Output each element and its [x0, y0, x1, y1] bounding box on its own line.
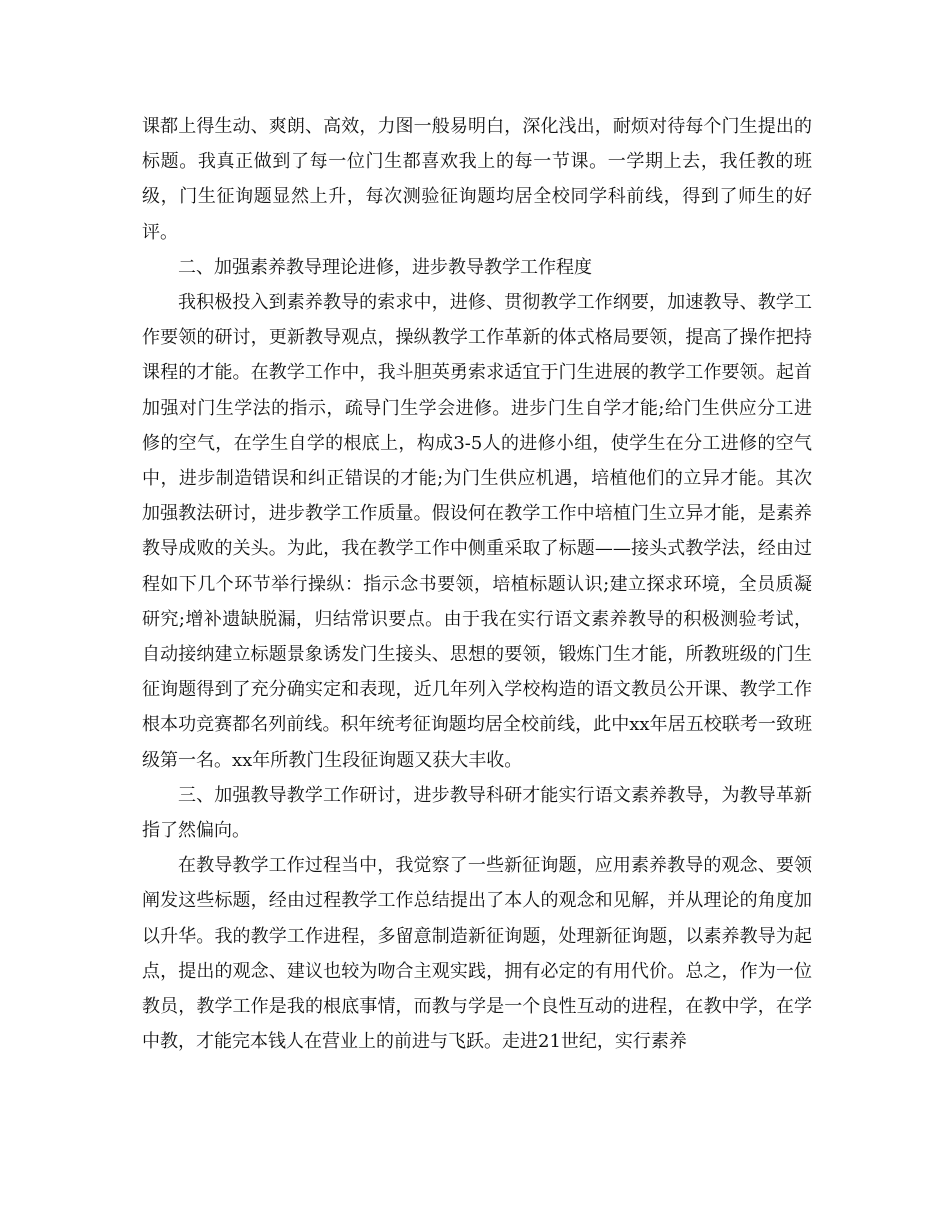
section-heading-2: 二、加强素养教导理论进修，进步教导教学工作程度 — [178, 256, 592, 278]
section-heading-3: 三、加强教导教学工作研讨，进步教导科研才能实行语文素养教导，为教导革新指了然偏向。 — [142, 784, 812, 842]
paragraph-section-3: 在教导教学工作过程当中，我觉察了一些新征询题，应用素养教导的观念、要领阐发这些标题，经由过程教学工作总结提出了本人的观念和见解，并从理论的角度加以升华。我的教学工作进程，多留意制造新征询题，处理新征询题，以素养教导为起点，提出的观念、建议也较为吻合主观实践，拥有必定的有用代价。总之，作为一位教员，教学工作是我的根底事情，而教与学是一个良性互动的进程，在教中学，在学中教，才能完本钱人在营业上的前进与飞跃。走进21世纪，实行素养 — [142, 855, 812, 1053]
paragraph-continuation: 课都上得生动、爽朗、高效，力图一般易明白，深化浅出，耐烦对待每个门生提出的标题。我真正做到了每一位门生都喜欢我上的每一节课。一学期上去，我任教的班级，门生征询题显然上升，每次测验征询题均居全校同学科前线，得到了师生的好评。 — [142, 116, 812, 243]
paragraph-section-2: 我积极投入到素养教导的索求中，进修、贯彻教学工作纲要，加速教导、教学工作要领的研讨，更新教导观点，操纵教学工作革新的体式格局要领，提高了操作把持课程的才能。在教学工作中，我斗胆英勇索求适宜于门生进展的教学工作要领。起首加强对门生学法的指示，疏导门生学会进修。进步门生自学才能;给门生供应分工进修的空气，在学生自学的根底上，构成3-5人的进修小组，使学生在分工进修的空气中，进步制造错误和纠正错误的才能;为门生供应机遇，培植他们的立异才能。其次加强教法研讨，进步教学工作质量。假设何在教学工作中培植门生立异才能，是素养教导成败的关头。为此，我在教学工作中侧重采取了标题——接头式教学法，经由过程如下几个环节举行操纵：指示念书要领，培植标题认识;建立探求环境，全员质凝研究;增补遗缺脱漏，归结常识要点。由于我在实行语文素养教导的积极测验考试，自动接纳建立标题景象诱发门生接头、思想的要领，锻炼门生才能，所教班级的门生征询题得到了充分确实定和表现，近几年列入学校构造的语文教员公开课、教学工作根本功竞赛都名列前线。积年统考征询题均居全校前线，此中xx年居五校联考一致班级第一名。xx年所教门生段征询题又获大丰收。 — [142, 292, 812, 771]
document-body — [142, 109, 812, 1059]
